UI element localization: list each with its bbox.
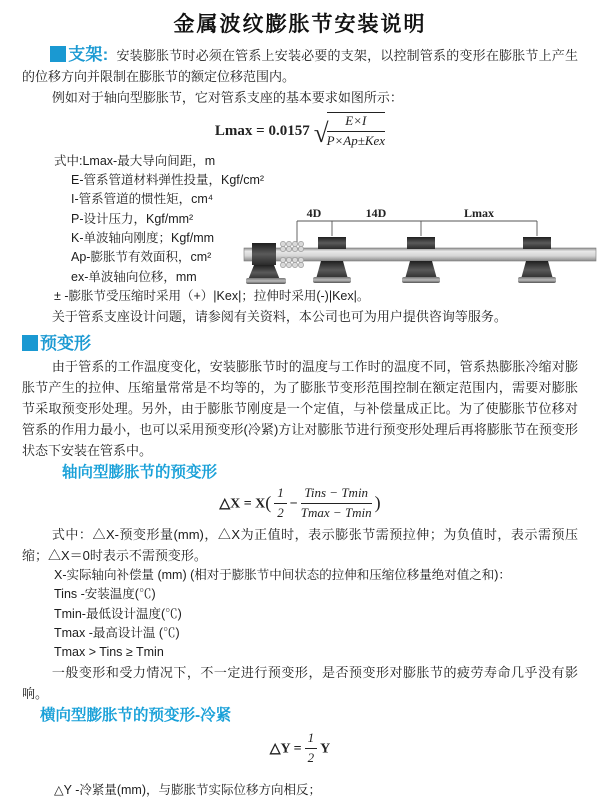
predeform-section-heading: 预变形 [40, 334, 91, 354]
lateral-formula [0, 730, 600, 767]
lmax-numerator: E×I [327, 113, 386, 132]
dim-label-4d: 4D [306, 206, 322, 220]
definition-line: Tmax -最高设计温 (℃) [54, 625, 180, 640]
support-intro-text: 安装膨胀节时必须在管系上安装必要的支架，以控制管系的变形在膨胀节上产生的位移方向并限制在膨胀节的额定位移范围内。 [22, 48, 578, 84]
one-half-fraction: $\frac{1}{2}$ [274, 485, 287, 522]
definition-line: I-管系管道的惯性矩，cm⁴ [71, 192, 214, 207]
close-paren: ) [374, 492, 381, 513]
definition-line: Tins -安装温度(℃) [54, 587, 156, 602]
document-page [0, 12, 600, 801]
axial-formula [0, 485, 600, 522]
definition-line: Tmin-最低设计温度(℃) [54, 606, 182, 621]
lateral-formula-tail: Y [320, 742, 331, 758]
axial-explain-paragraph: 式中：△X-预变形量(mm)，△X为正值时，表示膨张节需预拉伸；为负值时，表示需预压缩；△X＝0时表示不需预变形。 [22, 526, 578, 563]
lateral-formula-lead: △Y = [269, 742, 302, 758]
definition-line: ex-单波轴向位移，mm [71, 269, 197, 284]
lateral-subheading: 横向型膨胀节的预变形-冷紧 [40, 707, 232, 725]
definition-line: K-单波轴向刚度；Kgf/mm [71, 230, 215, 245]
lmax-formula-lead: Lmax = 0.0157 [214, 123, 310, 140]
pipe-support-diagram [242, 204, 598, 300]
lmax-formula-fraction [327, 112, 386, 150]
definition-line: X-实际轴向补偿量 (mm) (相对于膨胀节中间状态的拉伸和压缩位移量绝对值之和)： [54, 567, 511, 582]
radical-sign-icon: √ [313, 118, 329, 149]
dim-label-lmax: Lmax [464, 206, 494, 220]
support-example-line: 例如对于轴向型膨胀节，它对管系支座的基本要求如图所示： [51, 90, 403, 105]
definition-line: Ap-膨胀节有效面积，cm² [71, 250, 212, 265]
definition-line: P-设计压力，Kgf/mm² [71, 211, 194, 226]
support-intro-paragraph [22, 44, 578, 87]
lmax-denominator: P×Ap±Kex [326, 132, 386, 148]
blue-square-bullet [50, 46, 66, 62]
one-half-fraction: $\frac{1}{2}$ [305, 730, 318, 767]
predeform-paragraph: 由于管系的工作温度变化，安装膨胀节时的温度与工作时的温度不同，管系热膨胀冷缩对膨胀节产生的拉伸、压缩量常常是不均等的，为了膨胀节变形范围控制在额定范围内，需要对膨胀节采取预变形处理。另外，由于膨胀节刚度是一个定值，与补偿量成正比。为了使膨胀节位移对管系的作用力最小，也可以采用预变形(冷紧)方让对膨胀节进行预变形处理后再将膨胀节在预变形状态下安装在管系中。 [22, 359, 578, 459]
open-paren: ( [265, 492, 272, 513]
minus-sign: − [289, 496, 298, 512]
axial-note-line: 一般变形和受力情况下，不一定进行预变形，是否预变形对膨胀节的疲劳寿命几乎没有影响。 [22, 665, 578, 702]
predeform-section-heading-row [22, 333, 578, 356]
definition-line: ± -膨胀节受压缩时采用（+）|Kex|；拉伸时采用(-)|Kex|。 [54, 288, 370, 303]
support-section-heading: 支架: [68, 45, 109, 64]
blue-square-bullet [22, 335, 38, 351]
definition-line: E-管系管道材料弹性投量，Kgf/cm² [71, 173, 265, 188]
support-note-line: 关于管系支座设计问题，请参阅有关资料，本公司也可为用户提供咨询等服务。 [51, 309, 507, 325]
definition-line: Tmax > Tins ≥ Tmin [54, 645, 164, 660]
axial-formula-lead: △X = X [219, 496, 266, 512]
lmax-formula [0, 112, 600, 150]
axial-definition-list [54, 566, 600, 662]
axial-subheading: 轴向型膨胀节的预变形 [62, 464, 218, 482]
lateral-explain-line: △Y -冷紧量(mm)，与膨胀节实际位移方向相反； [54, 782, 322, 797]
dim-label-14d: 14D [365, 206, 387, 220]
definition-line: 式中:Lmax-最大导向间距，m [54, 153, 216, 168]
page-title: 金属波纹膨胀节安装说明 [173, 13, 427, 36]
temperature-fraction: $\frac{\text{Tins − Tmin}}{Tmax - Tmin}$ [300, 485, 372, 521]
